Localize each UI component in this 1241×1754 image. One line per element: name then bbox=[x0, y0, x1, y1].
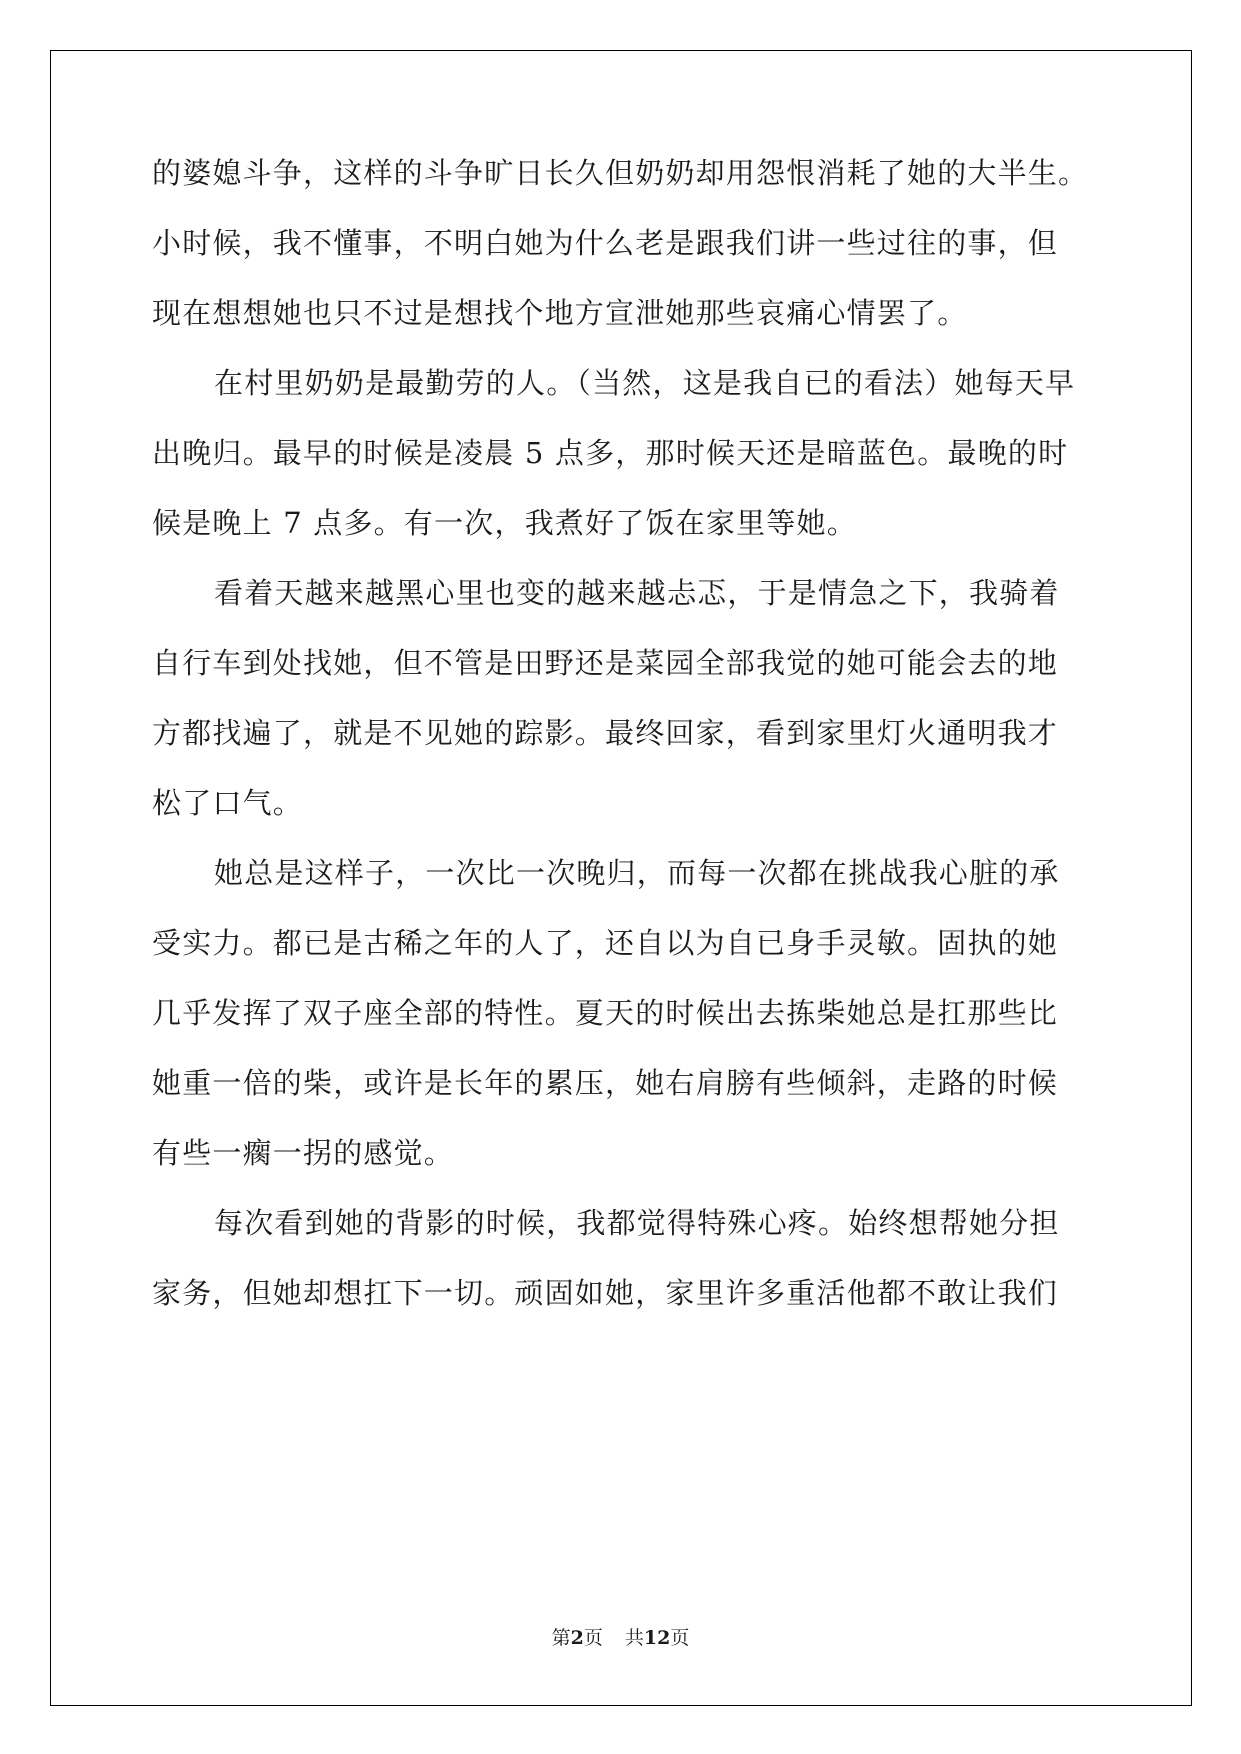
total-suffix: 页 bbox=[670, 1627, 690, 1649]
text-line-13: 几乎发挥了双子座全部的特性。夏天的时候出去拣柴她总是扛那些比 bbox=[152, 996, 1059, 1030]
page-number: 2 bbox=[570, 1627, 584, 1649]
text-line-11: 她总是这样子，一次比一次晚归，而每一次都在挑战我心脏的承 bbox=[214, 856, 1060, 890]
total-pages: 12 bbox=[643, 1627, 671, 1649]
text-line-15: 有些一瘸一拐的感觉。 bbox=[152, 1136, 455, 1170]
text-line-4: 在村里奶奶是最勤劳的人。（当然，这是我自已的看法）她每天早 bbox=[214, 366, 1076, 400]
text-line-5: 出晚归。最早的时候是凌晨 5 点多，那时候天还是暗蓝色。最晚的时 bbox=[152, 436, 1069, 470]
text-line-17: 家务，但她却想扛下一切。顽固如她，家里许多重活他都不敢让我们 bbox=[152, 1276, 1059, 1310]
page-footer bbox=[0, 1626, 1241, 1650]
text-line-2: 小时候，我不懂事，不明白她为什么老是跟我们讲一些过往的事，但 bbox=[152, 226, 1059, 260]
page-prefix: 第 bbox=[551, 1627, 571, 1649]
text-line-8: 自行车到处找她，但不管是田野还是菜园全部我觉的她可能会去的地 bbox=[152, 646, 1059, 680]
text-line-3: 现在想想她也只不过是想找个地方宣泄她那些哀痛心情罢了。 bbox=[152, 296, 968, 330]
text-line-14: 她重一倍的柴，或许是长年的累压，她右肩膀有些倾斜，走路的时候 bbox=[152, 1066, 1059, 1100]
text-line-6: 候是晚上 7 点多。有一次，我煮好了饭在家里等她。 bbox=[152, 506, 857, 540]
text-line-10: 松了口气。 bbox=[152, 786, 304, 820]
page-suffix: 页 bbox=[583, 1627, 603, 1649]
text-line-1: 的婆媳斗争，这样的斗争旷日长久但奶奶却用怨恨消耗了她的大半生。 bbox=[152, 156, 1089, 190]
total-prefix: 共 bbox=[624, 1627, 644, 1649]
text-line-16: 每次看到她的背影的时候，我都觉得特殊心疼。始终想帮她分担 bbox=[214, 1206, 1060, 1240]
text-line-9: 方都找遍了，就是不见她的踪影。最终回家，看到家里灯火通明我才 bbox=[152, 716, 1059, 750]
text-line-12: 受实力。都已是古稀之年的人了，还自以为自已身手灵敏。固执的她 bbox=[152, 926, 1059, 960]
text-line-7: 看着天越来越黑心里也变的越来越忐忑，于是情急之下，我骑着 bbox=[214, 576, 1060, 610]
